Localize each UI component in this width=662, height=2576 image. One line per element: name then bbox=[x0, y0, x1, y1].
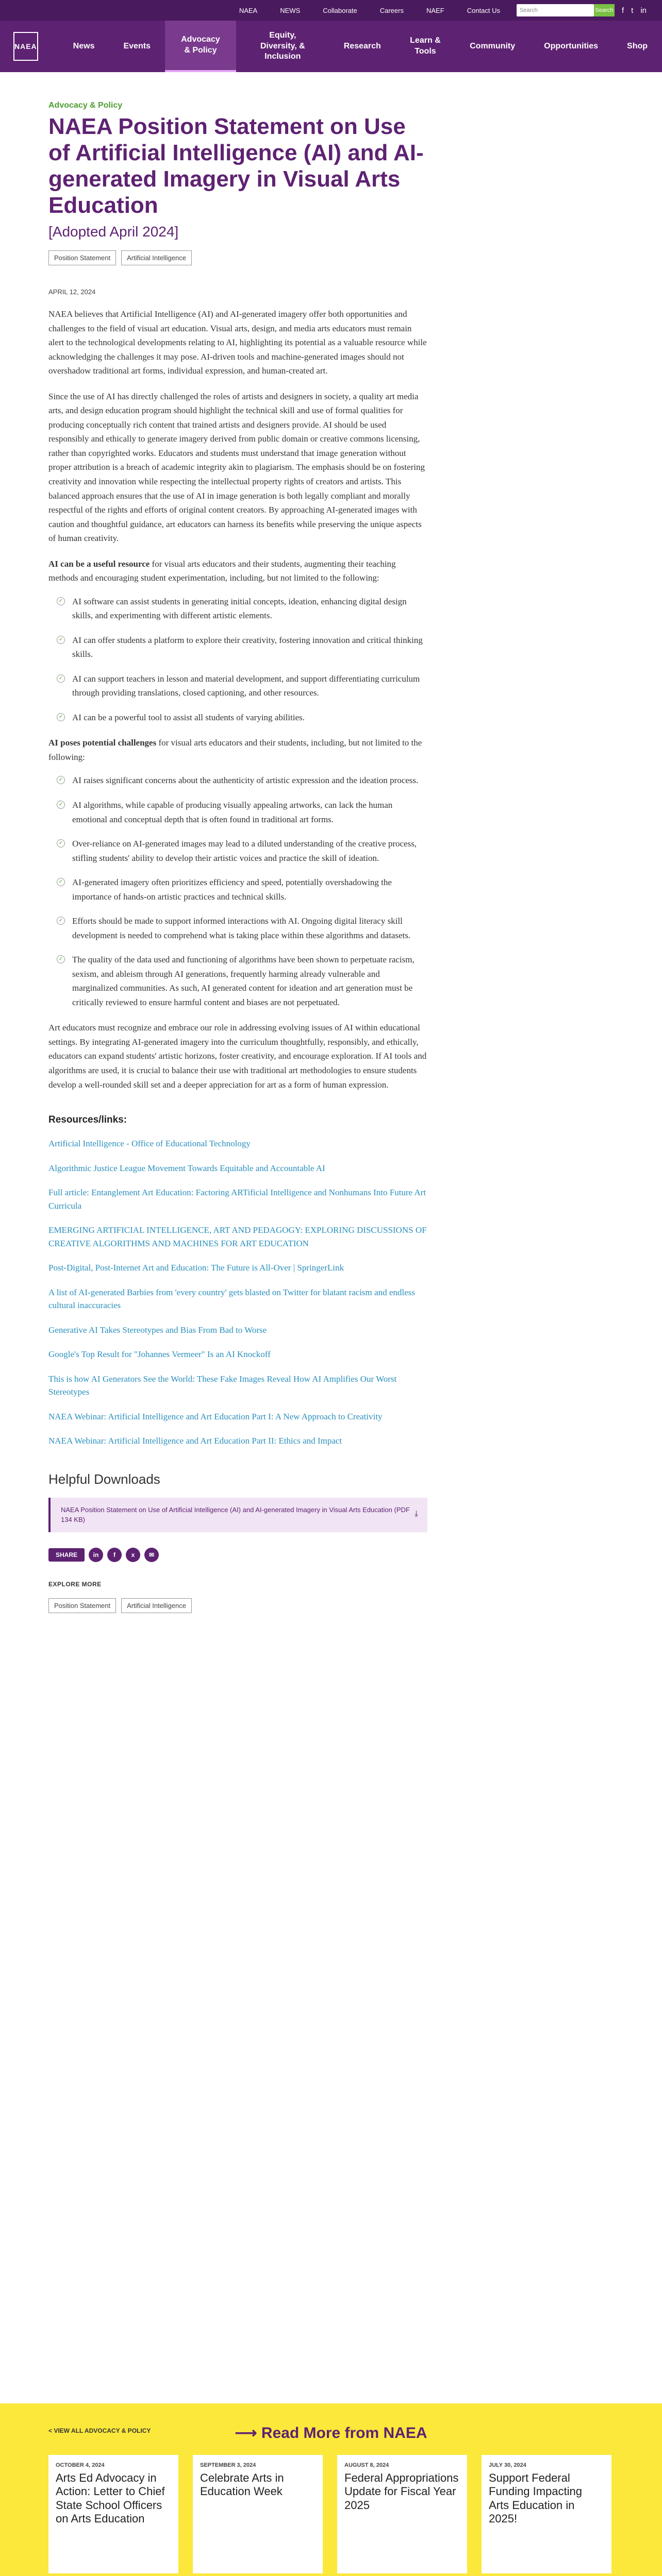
download-icon: ⤓ bbox=[414, 1509, 418, 1518]
check-icon: ✓ bbox=[57, 674, 65, 683]
resource-link[interactable]: EMERGING ARTIFICIAL INTELLIGENCE, ART AND PEDAGOGY: EXPLORING DISCUSSIONS OF CREATIVE ALGORITHMS AND MACHINES FOR ART EDUCATION bbox=[48, 1225, 427, 1248]
util-link-news[interactable]: NEWS bbox=[280, 6, 301, 14]
paragraph-useful bbox=[48, 557, 427, 585]
resource-link[interactable]: Artificial Intelligence - Office of Educational Technology bbox=[48, 1139, 251, 1149]
util-link-naef[interactable]: NAEF bbox=[426, 6, 444, 14]
news-card[interactable] bbox=[48, 2455, 178, 2573]
facebook-share-icon[interactable]: f bbox=[107, 1548, 122, 1562]
resource-link[interactable]: Full article: Entanglement Art Education: Factoring ARTificial Intelligence and Nonhumans Into Future Art Curricula bbox=[48, 1188, 426, 1211]
news-card[interactable] bbox=[193, 2455, 323, 2573]
list-item: ✓ AI can support teachers in lesson and material development, and support differentiating curriculum through providing translations, closed captioning, and other resources. bbox=[57, 672, 427, 700]
card-title: Support Federal Funding Impacting Arts Education in 2025! bbox=[489, 2471, 582, 2526]
card-title: Arts Ed Advocacy in Action: Letter to Chief State School Officers on Arts Education bbox=[56, 2471, 165, 2526]
challenges-intro: for visual arts educators and their students, including, but not limited to the following: bbox=[48, 738, 422, 762]
publish-date: APRIL 12, 2024 bbox=[48, 288, 96, 296]
paragraph-conclusion: Art educators must recognize and embrace our role in addressing evolving issues of AI within educational settings. By integrating AI-generated imagery into the curriculum thoughtfully, responsibly, and ethically, educators can expand students' artistic horizons, foster creativity, and encourage exploration. If AI tools and algorithms are used, it is crucial to balance their use with traditional art methodologies to ensure students develop a well-rounded skill set and a deeper appreciation for art as a form of human expression. bbox=[48, 1023, 427, 1090]
download-label: NAEA Position Statement on Use of Artificial Intelligence (AI) and AI-generated Imagery in Visual Arts Education (PDF 134 KB) bbox=[61, 1505, 410, 1524]
list-item: ✓ Efforts should be made to support informed interactions with AI. Ongoing digital literacy skill development is needed to comprehend what is taking place within these algorithms and datasets. bbox=[57, 914, 427, 942]
card-date: SEPTEMBER 3, 2024 bbox=[200, 2462, 256, 2468]
check-icon: ✓ bbox=[57, 801, 65, 809]
arrow-icon: ⟶ bbox=[235, 2425, 261, 2442]
card-title: Celebrate Arts in Education Week bbox=[200, 2471, 284, 2498]
challenge-list bbox=[48, 773, 427, 1009]
nav-item-equity[interactable]: Equity, Diversity, & Inclusion bbox=[260, 30, 305, 61]
card-date: JULY 30, 2024 bbox=[489, 2462, 526, 2468]
util-link-naea[interactable]: NAEA bbox=[239, 6, 258, 14]
card-title: Federal Appropriations Update for Fiscal Year 2025 bbox=[344, 2471, 459, 2512]
category-label[interactable]: Advocacy & Policy bbox=[48, 101, 123, 110]
nav-item-advocacy[interactable]: Advocacy & Policy bbox=[165, 21, 236, 72]
resources-heading: Resources/links: bbox=[48, 1114, 127, 1126]
nav-item-community[interactable]: Community bbox=[470, 41, 516, 50]
search-input[interactable]: Search bbox=[517, 4, 594, 16]
resource-link[interactable]: A list of AI-generated Barbies from 'every country' gets blasted on Twitter for blatant racism and endless cultural inaccuracies bbox=[48, 1287, 415, 1311]
list-item: ✓ AI-generated imagery often prioritizes efficiency and speed, potentially overshadowing the importance of hands-on artistic practices and technical skills. bbox=[57, 875, 427, 904]
paragraph-intro: NAEA believes that Artificial Intelligence (AI) and AI-generated imagery offer both opportunities and challenges to the field of visual art education. Visual arts, design, and media arts educators must remain alert to the technological developments relating to AI, highlighting its potential as a valuable resource while acknowledging the challenges it may pose. AI-driven tools and machine-generated images should not overshadow traditional art forms, individual expression, and human-created art. bbox=[48, 309, 427, 376]
card-date: AUGUST 8, 2024 bbox=[344, 2462, 389, 2468]
utility-bar bbox=[0, 0, 662, 21]
read-more-heading: ⟶ Read More from NAEA bbox=[235, 2425, 427, 2442]
util-link-contact[interactable]: Contact Us bbox=[467, 6, 500, 14]
tag-position-statement[interactable]: Position Statement bbox=[48, 250, 116, 265]
twitter-icon[interactable]: t bbox=[631, 6, 634, 15]
download-link[interactable] bbox=[48, 1498, 427, 1532]
resource-link[interactable]: NAEA Webinar: Artificial Intelligence and Art Education Part I: A New Approach to Creativity bbox=[48, 1411, 383, 1421]
tag-artificial-intelligence[interactable]: Artificial Intelligence bbox=[121, 250, 192, 265]
nav-item-research[interactable]: Research bbox=[343, 41, 381, 50]
naea-logo[interactable]: NAEA bbox=[13, 32, 38, 61]
challenges-heading: AI poses potential challenges bbox=[48, 738, 157, 748]
main-nav bbox=[0, 21, 662, 72]
list-item: ✓ The quality of the data used and functioning of algorithms have been shown to perpetuate racism, sexism, and ableism through AI generations, frequently harming already vulnerable and marginalized communities. As such, AI generated content for ideation and art generation must be critically reviewed to ensure harmful content and biases are not perpetuated. bbox=[57, 953, 427, 1009]
share-label: SHARE bbox=[48, 1548, 85, 1562]
read-more-section bbox=[0, 2403, 662, 2576]
news-card[interactable] bbox=[337, 2455, 467, 2573]
page-title: NAEA Position Statement on Use of Artificial Intelligence (AI) and AI-generated Imagery in Visual Arts Education bbox=[48, 114, 424, 218]
check-icon: ✓ bbox=[57, 955, 65, 963]
article bbox=[48, 101, 427, 1613]
linkedin-share-icon[interactable]: in bbox=[89, 1548, 103, 1562]
check-icon: ✓ bbox=[57, 878, 65, 886]
paragraph-challenges bbox=[48, 736, 427, 764]
util-link-careers[interactable]: Careers bbox=[379, 6, 404, 14]
linkedin-icon[interactable]: in bbox=[640, 6, 647, 15]
adopted-date: [Adopted April 2024] bbox=[48, 224, 179, 240]
share-bar bbox=[48, 1548, 427, 1562]
tag-position-statement[interactable]: Position Statement bbox=[48, 1598, 116, 1613]
card-date: OCTOBER 4, 2024 bbox=[56, 2462, 105, 2468]
paragraph-roles: Since the use of AI has directly challenged the roles of artists and designers in society, a quality art media arts, and design education program should highlight the technical skill and use of formal qualities for producing conceptually rich content that trained artists and designers provide. AI should be used responsibly and ethically to generate imagery derived from public domain or creative commons licensing, rather than copyrighted works. Educators and students must understand that image generation without proper attribution is a breach of academic integrity akin to plagiarism. The emphasis should be on fostering creativity and innovation while respecting the intellectual property rights of creators and artists. This balanced approach ensures that the use of AI in image generation is both legally compliant and morally respectful of the rights and efforts of original content creators. By approaching AI-generated images with caution and thoughtful guidance, art educators can harness its benefits while preserving the unique aspects of human creativity. bbox=[48, 391, 425, 544]
nav-item-shop[interactable]: Shop bbox=[627, 41, 648, 50]
downloads-heading: Helpful Downloads bbox=[48, 1471, 160, 1487]
check-icon: ✓ bbox=[57, 597, 65, 605]
util-link-collaborate[interactable]: Collaborate bbox=[323, 6, 357, 14]
resource-link[interactable]: Google's Top Result for "Johannes Vermeer" Is an AI Knockoff bbox=[48, 1349, 271, 1360]
resource-link[interactable]: Algorithmic Justice League Movement Towards Equitable and Accountable AI bbox=[48, 1163, 325, 1173]
list-item: ✓ AI algorithms, while capable of producing visually appealing artworks, can lack the human emotional and conceptual depth that is often found in traditional art forms. bbox=[57, 798, 427, 826]
useful-intro: for visual arts educators and their students, augmenting their teaching methods and encouraging student experimentation, including, but not limited to the following: bbox=[48, 558, 396, 583]
useful-heading: AI can be a useful resource bbox=[48, 558, 150, 569]
check-icon: ✓ bbox=[57, 917, 65, 925]
facebook-icon[interactable]: f bbox=[621, 6, 624, 15]
nav-item-events[interactable]: Events bbox=[123, 41, 151, 50]
check-icon: ✓ bbox=[57, 713, 65, 721]
check-icon: ✓ bbox=[57, 776, 65, 784]
list-item: ✓ Over-reliance on AI-generated images may lead to a diluted understanding of the creative process, stifling students' ability to develop their artistic voices and practice the skill of ideation. bbox=[57, 837, 427, 865]
news-card[interactable] bbox=[482, 2455, 611, 2573]
resource-link[interactable]: Post-Digital, Post-Internet Art and Education: The Future is All-Over | SpringerLink bbox=[48, 1263, 344, 1273]
check-icon: ✓ bbox=[57, 839, 65, 848]
email-share-icon[interactable]: ✉ bbox=[144, 1548, 159, 1562]
useful-list bbox=[48, 595, 427, 725]
list-item: ✓ AI can be a powerful tool to assist all students of varying abilities. bbox=[57, 710, 427, 725]
nav-item-opportunities[interactable]: Opportunities bbox=[544, 41, 599, 50]
view-all-link[interactable]: < VIEW ALL ADVOCACY & POLICY bbox=[48, 2427, 151, 2434]
list-item: ✓ AI raises significant concerns about the authenticity of artistic expression and the ideation process. bbox=[57, 773, 427, 788]
explore-label: EXPLORE MORE bbox=[48, 1580, 102, 1588]
tag-list bbox=[48, 250, 427, 265]
resource-link[interactable]: This is how AI Generators See the World: These Fake Images Reveal How AI Amplifies Our Worst Stereotypes bbox=[48, 1374, 397, 1397]
explore-tags bbox=[48, 1598, 427, 1613]
check-icon: ✓ bbox=[57, 636, 65, 644]
resource-link[interactable]: Generative AI Takes Stereotypes and Bias From Bad to Worse bbox=[48, 1325, 267, 1335]
list-item: ✓ AI software can assist students in generating initial concepts, ideation, enhancing digital design skills, and experimenting with different artistic elements. bbox=[57, 595, 427, 623]
search-button[interactable]: Search bbox=[594, 4, 615, 16]
nav-item-news[interactable]: News bbox=[73, 41, 95, 50]
x-share-icon[interactable]: x bbox=[126, 1548, 140, 1562]
resource-link[interactable]: NAEA Webinar: Artificial Intelligence and Art Education Part II: Ethics and Impact bbox=[48, 1436, 342, 1446]
list-item: ✓ AI can offer students a platform to explore their creativity, fostering innovation and critical thinking skills. bbox=[57, 633, 427, 662]
tag-artificial-intelligence[interactable]: Artificial Intelligence bbox=[121, 1598, 192, 1613]
nav-item-learn[interactable]: Learn & Tools bbox=[410, 36, 441, 56]
